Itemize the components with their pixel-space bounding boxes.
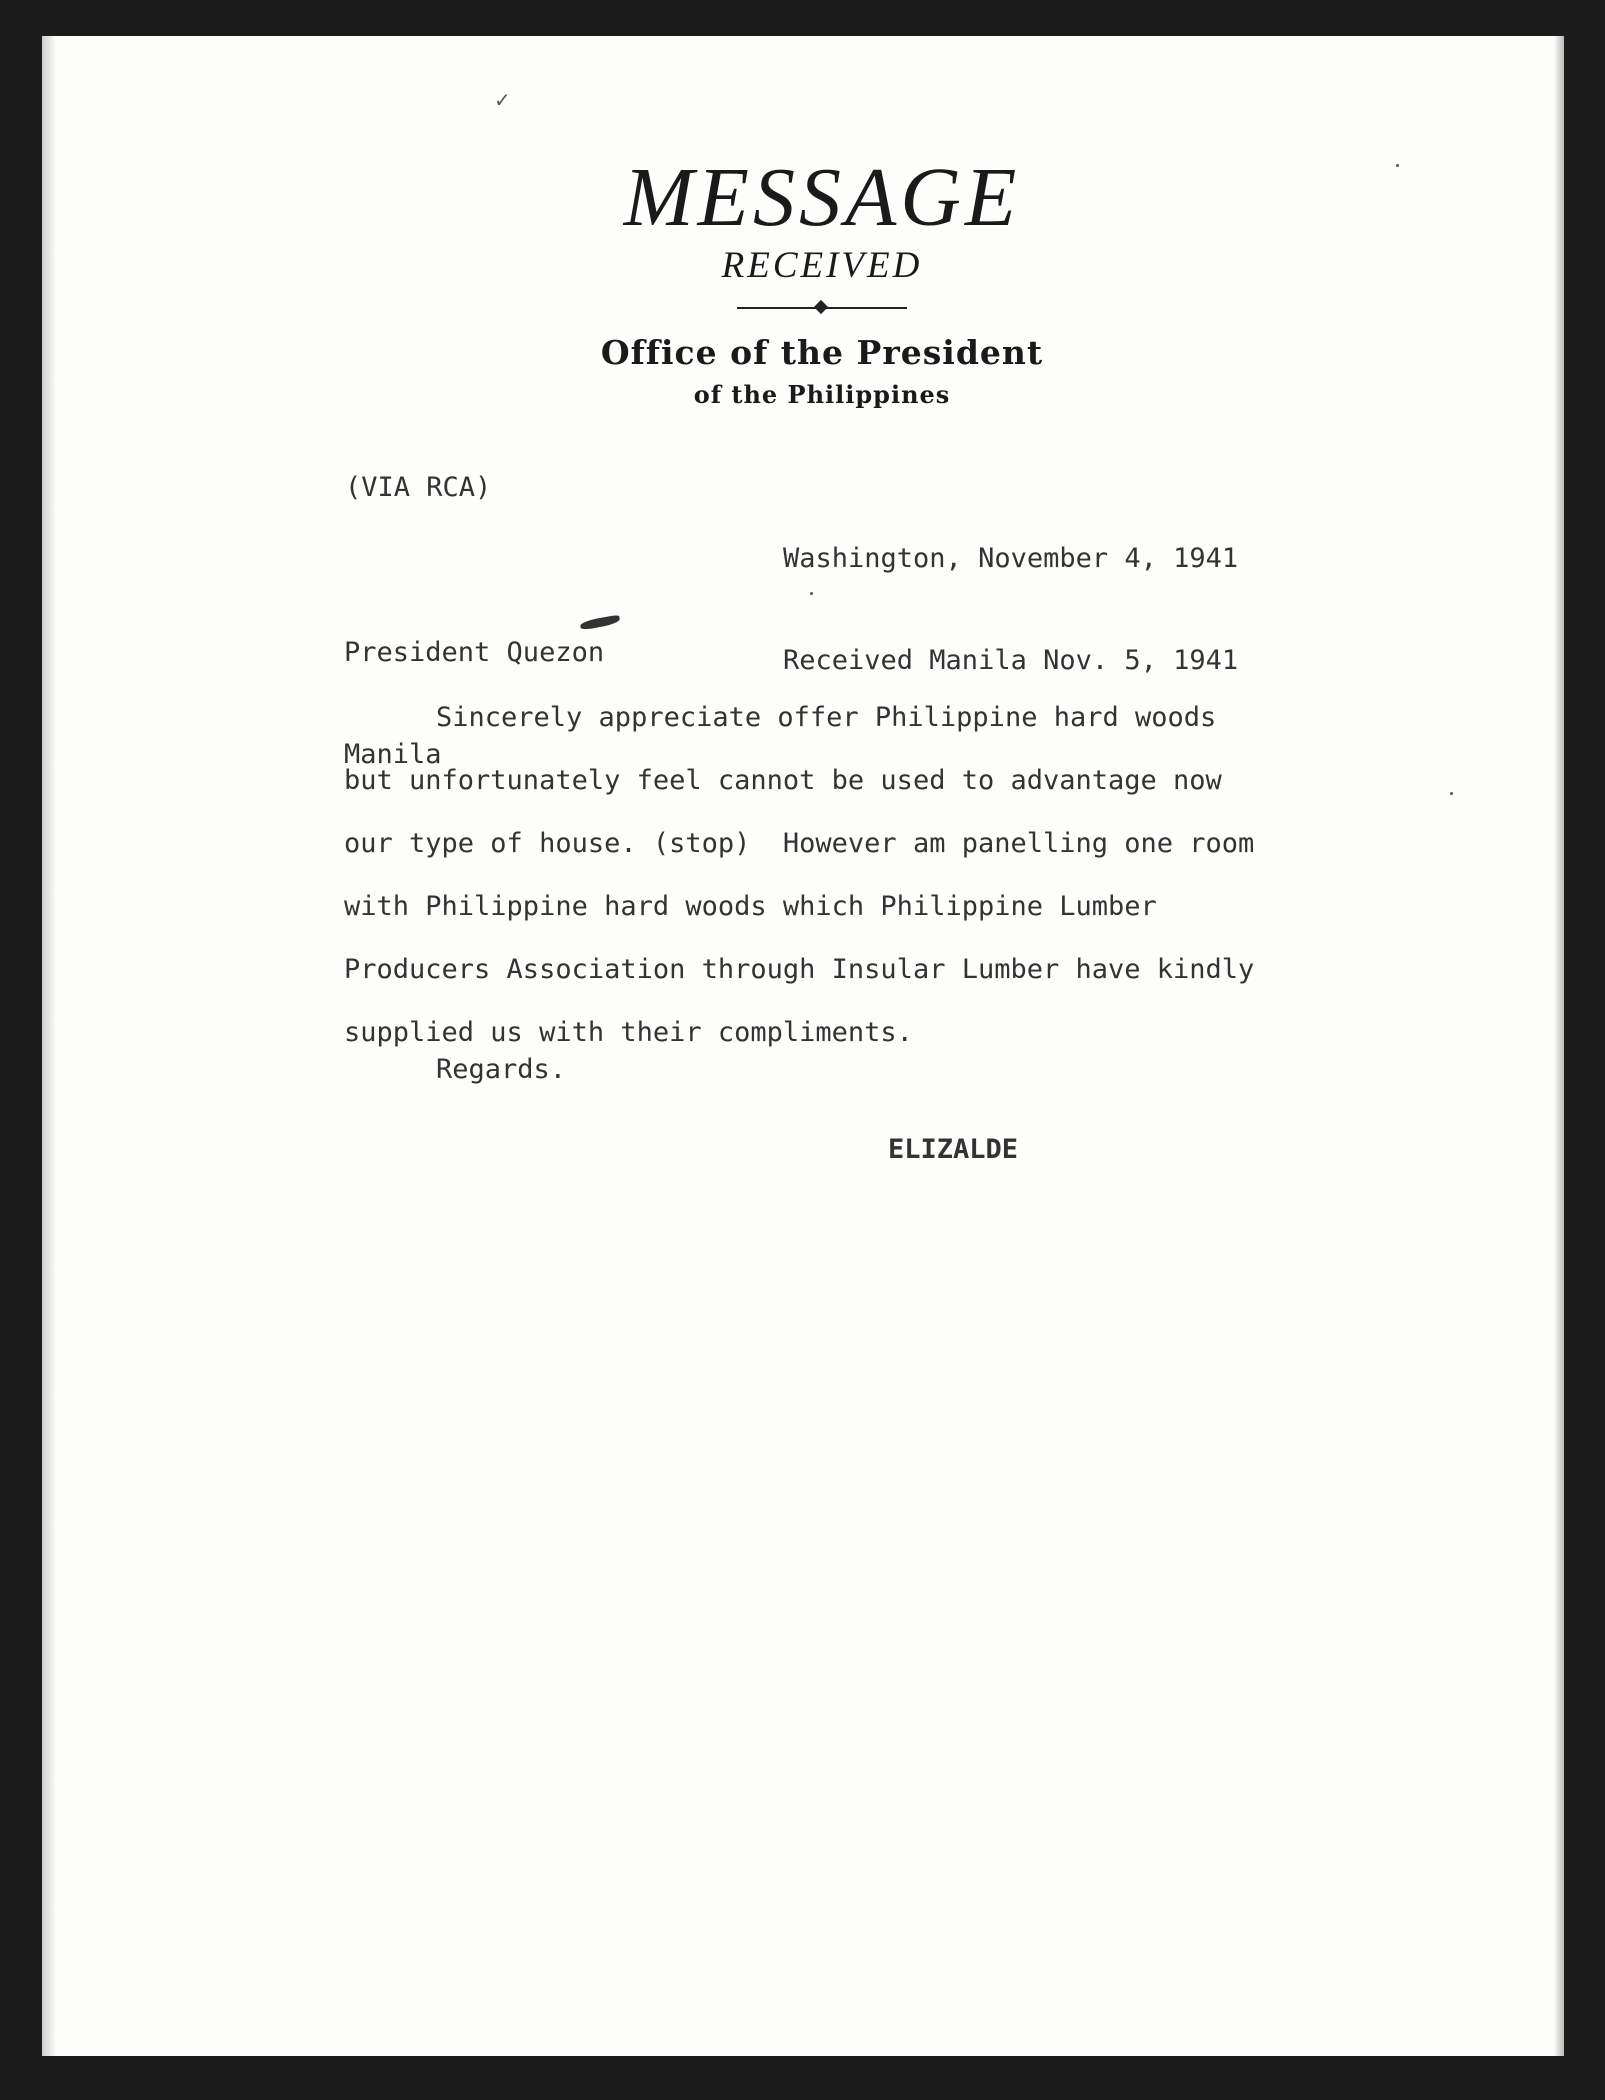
- letterhead: [482, 151, 1162, 409]
- ink-speck: [1450, 792, 1453, 795]
- ink-speck: [810, 592, 813, 595]
- addressee-name: President Quezon: [344, 637, 605, 668]
- dateline-sent: Washington, November 4, 1941: [783, 543, 1239, 574]
- page-right-edge: [1554, 36, 1564, 2056]
- body-line: with Philippine hard woods which Philippine Lumber: [344, 891, 1157, 922]
- body-line: supplied us with their compliments.: [344, 1017, 913, 1048]
- document-page: [42, 36, 1564, 2056]
- letterhead-office: Office of the President: [600, 333, 1044, 372]
- signature: ELIZALDE: [888, 1134, 1019, 1165]
- closing: Regards.: [436, 1054, 567, 1085]
- body-line: but unfortunately feel cannot be used to advantage now: [344, 765, 1222, 796]
- dateline-received: Received Manila Nov. 5, 1941: [783, 645, 1239, 676]
- letterhead-subtitle: RECEIVED: [721, 245, 923, 286]
- letterhead-title: MESSAGE: [623, 151, 1021, 244]
- page-left-edge: [42, 36, 56, 2056]
- check-mark-icon: ✓: [494, 88, 511, 112]
- letterhead-office-sub: of the Philippines: [693, 380, 951, 409]
- via-label: (VIA RCA): [345, 472, 492, 503]
- ink-speck: [1396, 164, 1399, 167]
- addressee-place: Manila: [344, 739, 442, 770]
- letterhead-divider: [737, 301, 907, 315]
- body-line: Producers Association through Insular Lumber have kindly: [344, 954, 1255, 985]
- message-body: [344, 686, 1484, 1064]
- body-line: our type of house. (stop) However am panelling one room: [344, 828, 1255, 859]
- body-line: Sincerely appreciate offer Philippine hard woods: [436, 702, 1217, 733]
